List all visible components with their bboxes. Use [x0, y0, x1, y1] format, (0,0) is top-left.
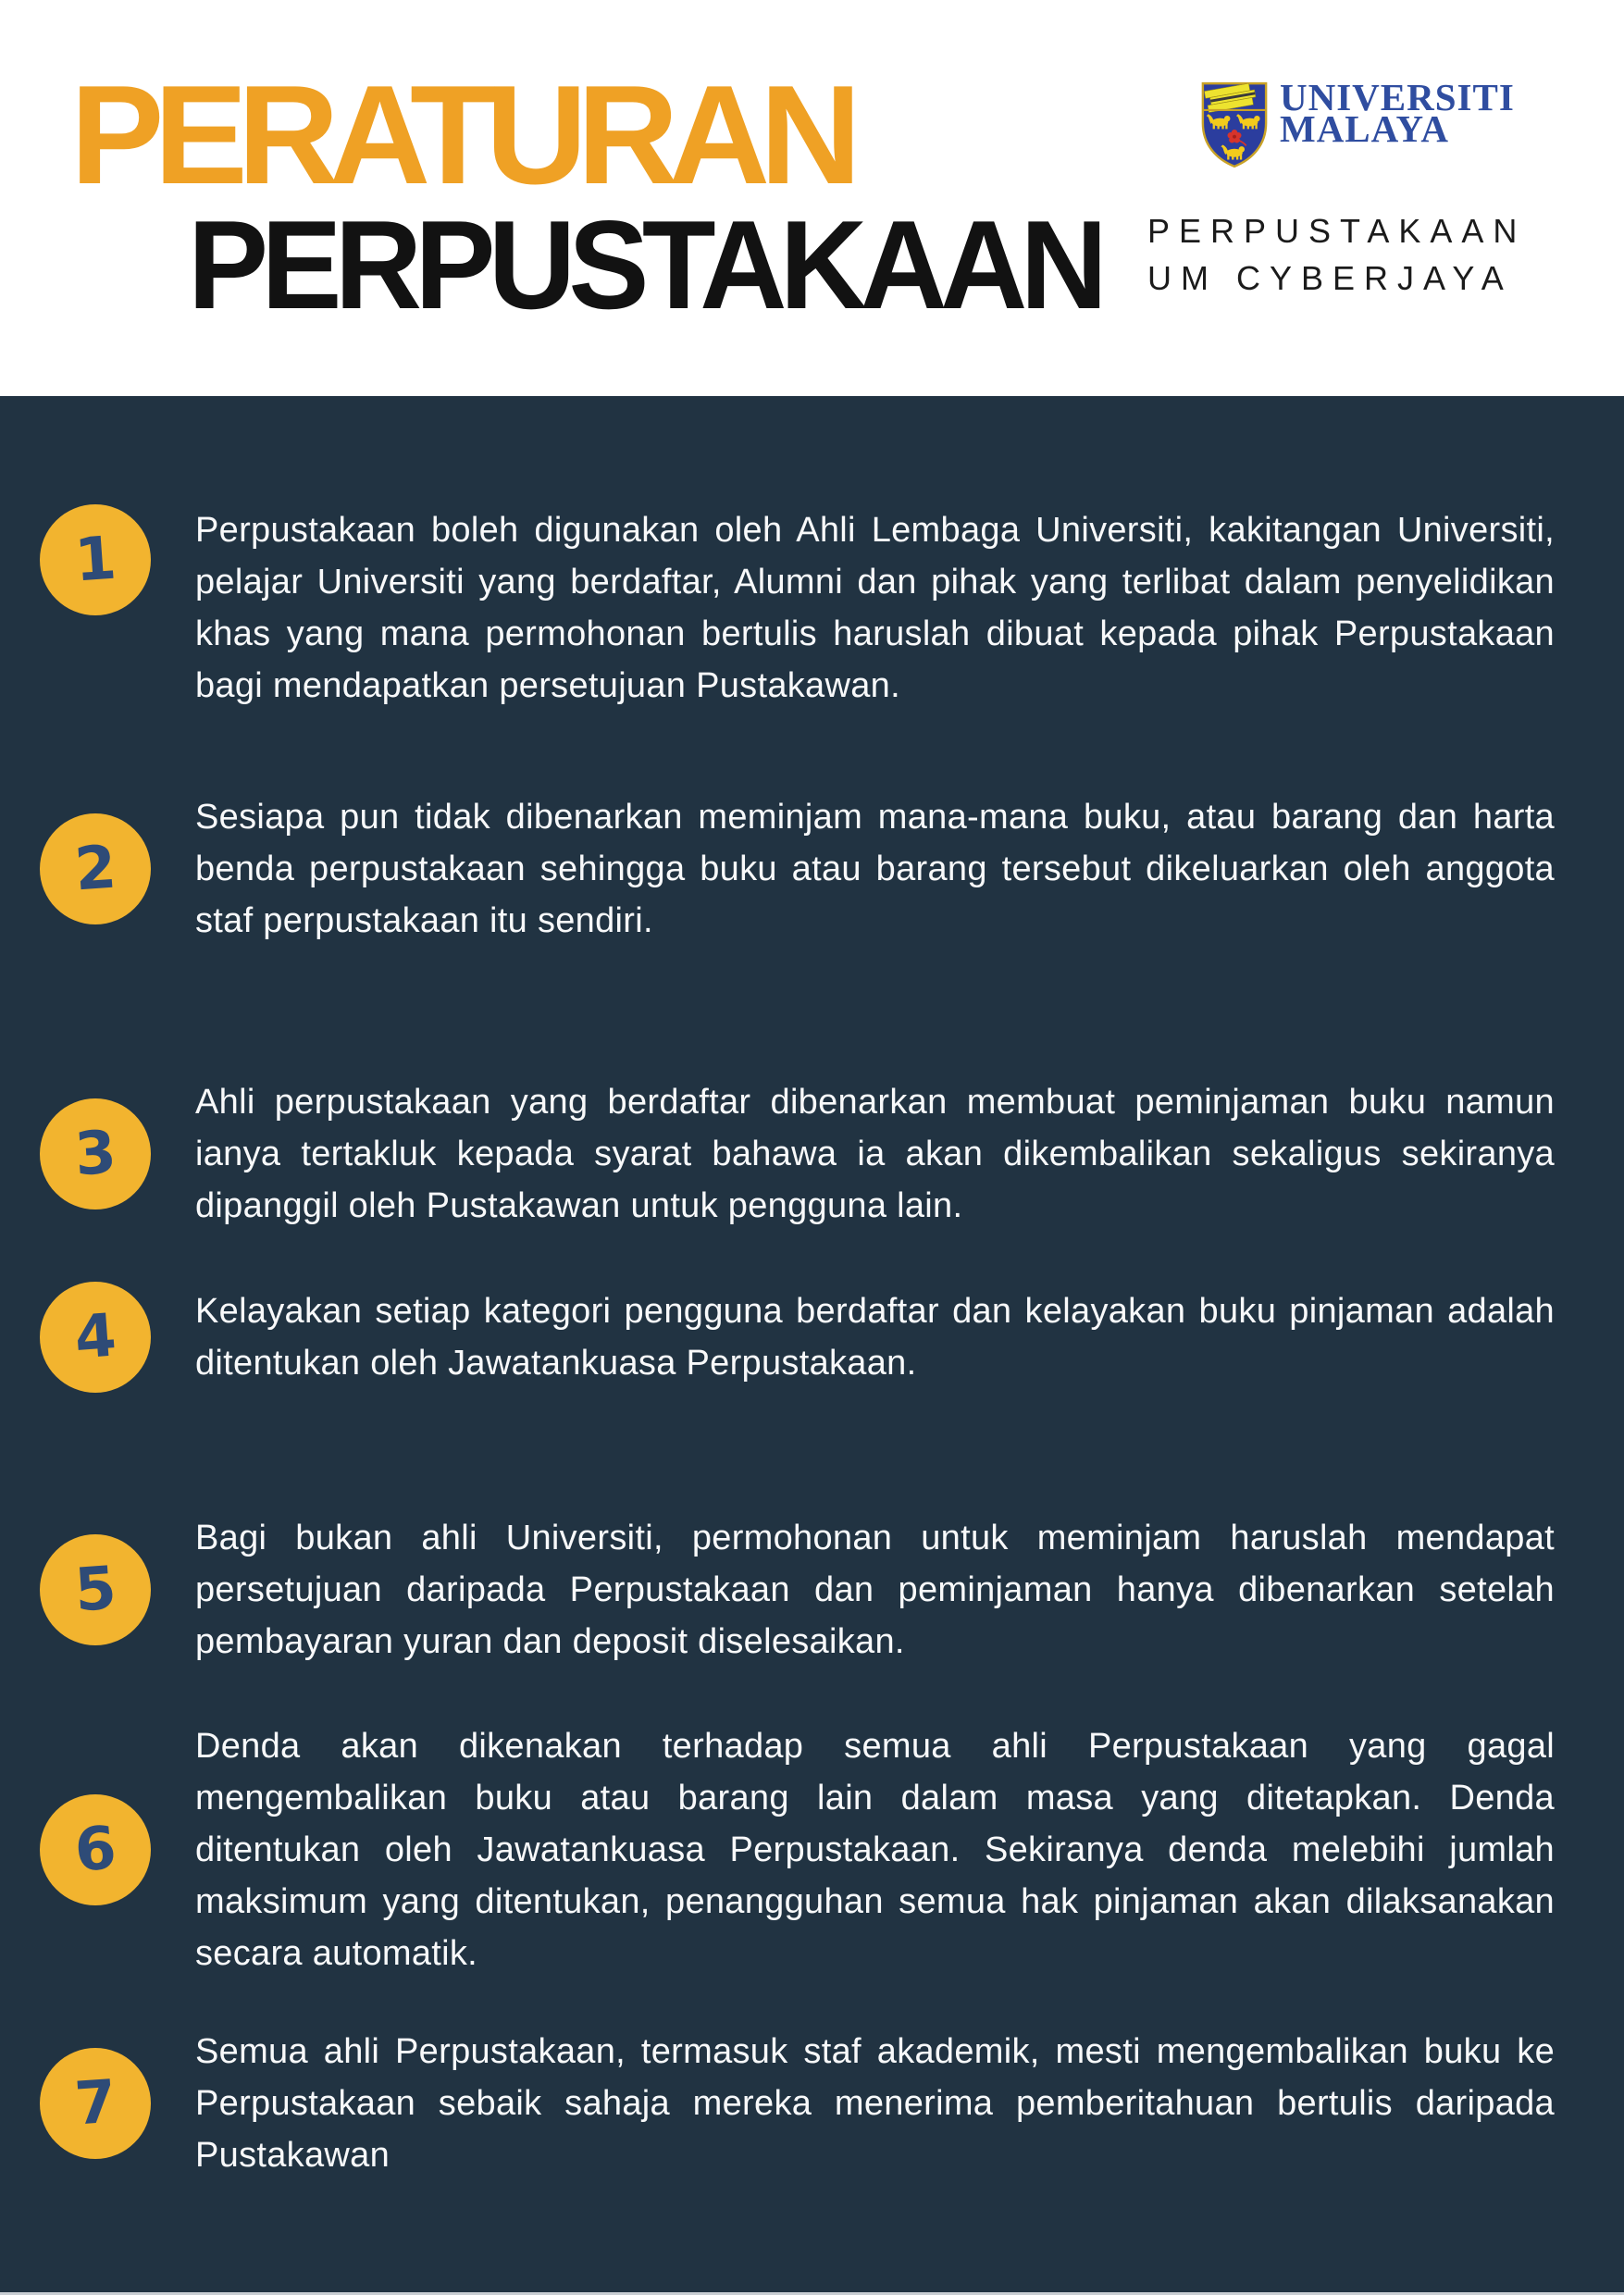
- rule-number: 7: [72, 2067, 118, 2140]
- rule-number: 4: [72, 1301, 118, 1373]
- header: [0, 0, 1624, 396]
- rule-text: Perpustakaan boleh digunakan oleh Ahli Lembaga Universiti, kakitangan Universiti, pelajar Universiti yang berdaftar, Alumni dan pihak yang terlibat dalam penyelidikan khas yang mana permohonan bertulis haruslah dibuat kepada pihak Perpustakaan bagi mendapatkan persetujuan Pustakawan.: [195, 511, 1555, 705]
- rules-section: [0, 396, 1624, 2295]
- rule-number: 3: [72, 1118, 118, 1190]
- rule-number-badge: [40, 1534, 151, 1645]
- rule-item-6: [40, 1720, 1555, 1979]
- university-name-line2: MALAYA: [1280, 107, 1449, 150]
- rule-number-badge: [40, 1282, 151, 1393]
- page-title-line2: PERPUSTAKAAN: [188, 194, 1101, 335]
- rule-text: Sesiapa pun tidak dibenarkan meminjam mana-mana buku, atau barang dan harta benda perpustakaan sehingga buku atau barang tersebut dikeluarkan oleh anggota staf perpustakaan itu sendiri.: [195, 798, 1555, 940]
- rule-item-4: [40, 1282, 1555, 1393]
- rule-number: 2: [72, 833, 118, 905]
- department-line2: UM CYBERJAYA: [1147, 259, 1513, 297]
- rule-number: 1: [72, 524, 118, 596]
- rule-item-2: [40, 791, 1555, 947]
- department-line1: PERPUSTAKAAN: [1147, 212, 1527, 250]
- rule-item-5: [40, 1512, 1555, 1668]
- rule-item-7: [40, 2026, 1555, 2181]
- rule-number-badge: [40, 504, 151, 615]
- university-name: [1280, 76, 1515, 150]
- rule-text: Bagi bukan ahli Universiti, permohonan untuk meminjam haruslah mendapat persetujuan daripada Perpustakaan dan peminjaman hanya dibenarkan setelah pembayaran yuran dan deposit diselesaikan.: [195, 1519, 1555, 1661]
- rule-number-badge: [40, 1794, 151, 1905]
- rule-number-badge: [40, 1098, 151, 1210]
- um-crest-icon: [1198, 80, 1271, 170]
- rule-text: Kelayakan setiap kategori pengguna berdaftar dan kelayakan buku pinjaman adalah ditentukan oleh Jawatankuasa Perpustakaan.: [195, 1292, 1555, 1383]
- rule-text: Semua ahli Perpustakaan, termasuk staf akademik, mesti mengembalikan buku ke Perpustakaan sebaik sahaja mereka menerima pemberitahuan bertulis daripada Pustakawan: [195, 2032, 1555, 2175]
- rule-number-badge: [40, 813, 151, 924]
- rule-text: Denda akan dikenakan terhadap semua ahli Perpustakaan yang gagal mengembalikan buku atau barang lain dalam masa yang ditetapkan. Denda ditentukan oleh Jawatankuasa Perpustakaan. Sekiranya denda melebihi jumlah maksimum yang ditentukan, penangguhan semua hak pinjaman akan dilaksanakan secara automatik.: [195, 1727, 1555, 1973]
- page-title-line1: PERATURAN: [70, 56, 851, 214]
- rule-item-3: [40, 1076, 1555, 1232]
- rule-number: 6: [72, 1814, 118, 1886]
- rule-number: 5: [72, 1554, 118, 1626]
- rule-text: Ahli perpustakaan yang berdaftar dibenarkan membuat peminjaman buku namun ianya tertakluk kepada syarat bahawa ia akan dikembalikan sekaligus sekiranya dipanggil oleh Pustakawan untuk pengguna lain.: [195, 1083, 1555, 1225]
- library-department-name: [1147, 207, 1526, 302]
- rule-number-badge: [40, 2048, 151, 2159]
- rule-item-1: [40, 504, 1555, 712]
- university-name-line1: UNIVERSITI: [1280, 76, 1515, 118]
